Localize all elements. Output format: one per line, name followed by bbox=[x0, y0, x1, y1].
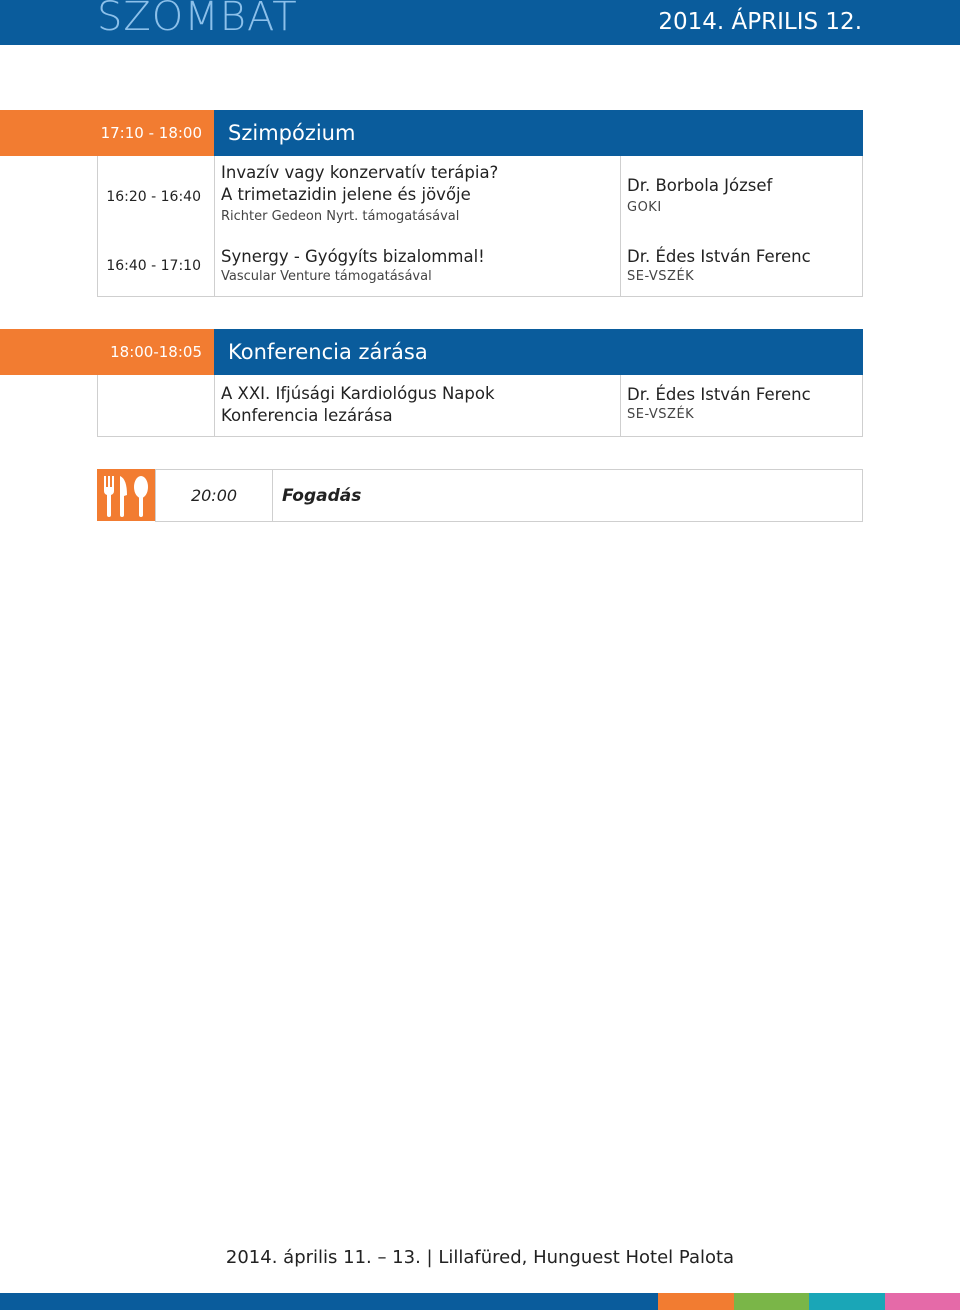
cutlery-icon bbox=[97, 469, 155, 521]
symposium-table bbox=[97, 156, 863, 297]
section-title: Konferencia zárása bbox=[214, 329, 863, 375]
section-title: Szimpózium bbox=[214, 110, 863, 156]
talk-cell bbox=[215, 156, 621, 238]
reception-row bbox=[97, 469, 863, 522]
talk-title-line: Invazív vagy konzervatív terápia? bbox=[221, 163, 499, 182]
talk-title-line: Synergy - Gyógyíts bizalommal! bbox=[221, 247, 485, 266]
talk-sponsor: Richter Gedeon Nyrt. támogatásával bbox=[221, 209, 460, 224]
speaker-cell bbox=[621, 156, 862, 238]
row-time: 16:20 - 16:40 bbox=[98, 156, 215, 238]
speaker-name: Dr. Édes István Ferenc bbox=[627, 247, 811, 266]
speaker-name: Dr. Édes István Ferenc bbox=[627, 385, 811, 404]
footer-stripe-pink bbox=[885, 1293, 960, 1310]
footer-stripe-teal bbox=[809, 1293, 885, 1310]
speaker-cell bbox=[621, 375, 862, 436]
reception-time: 20:00 bbox=[156, 470, 273, 521]
speaker-affiliation: GOKI bbox=[627, 200, 662, 215]
table-row bbox=[98, 375, 862, 436]
speaker-cell bbox=[621, 238, 862, 296]
section-header-closing bbox=[0, 329, 863, 375]
closing-table bbox=[97, 375, 863, 437]
footer-stripe-green bbox=[734, 1293, 809, 1310]
talk-title-line: A XXI. Ifjúsági Kardiológus Napok bbox=[221, 384, 495, 403]
date-title: 2014. ÁPRILIS 12. bbox=[658, 9, 862, 35]
talk-title-line: Konferencia lezárása bbox=[221, 406, 393, 425]
table-row bbox=[98, 238, 862, 296]
section-time: 17:10 - 18:00 bbox=[0, 110, 214, 156]
speaker-affiliation: SE-VSZÉK bbox=[627, 407, 695, 422]
talk-title-line: A trimetazidin jelene és jövője bbox=[221, 185, 471, 204]
section-time: 18:00-18:05 bbox=[0, 329, 214, 375]
speaker-affiliation: SE-VSZÉK bbox=[627, 269, 695, 284]
talk-cell bbox=[215, 238, 621, 296]
row-time bbox=[98, 375, 215, 436]
footer-stripe-orange bbox=[658, 1293, 734, 1310]
speaker-name: Dr. Borbola József bbox=[627, 176, 773, 195]
reception-label: Fogadás bbox=[282, 485, 362, 506]
talk-sponsor: Vascular Venture támogatásával bbox=[221, 269, 432, 284]
section-header-symposium bbox=[0, 110, 863, 156]
footer-text: 2014. április 11. – 13. | Lillafüred, Hunguest Hotel Palota bbox=[225, 1247, 735, 1268]
header-bar bbox=[0, 0, 960, 45]
row-time: 16:40 - 17:10 bbox=[98, 238, 215, 296]
talk-cell bbox=[215, 375, 621, 436]
table-row bbox=[98, 156, 862, 238]
footer-stripe-blue bbox=[0, 1293, 658, 1310]
footer-color-bar bbox=[0, 1293, 960, 1310]
reception-box bbox=[155, 469, 863, 522]
day-title: SZOMBAT bbox=[97, 0, 298, 40]
